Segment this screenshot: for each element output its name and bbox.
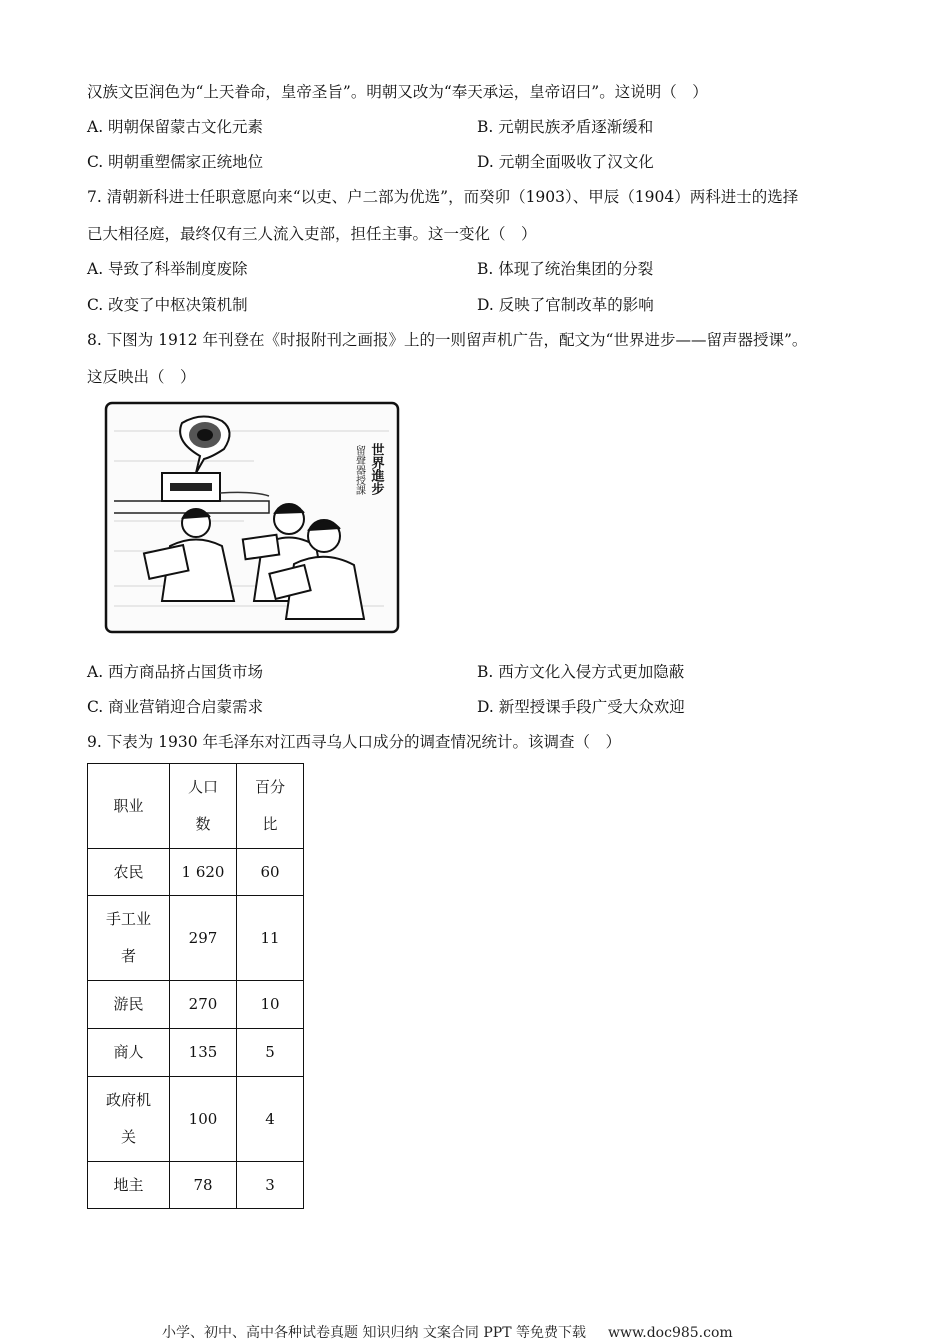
population-table	[87, 763, 304, 1209]
cell-pct: 5	[237, 1029, 304, 1077]
header-percent: 百分 比	[237, 764, 304, 849]
cell-pct: 4	[237, 1077, 304, 1162]
table-row	[88, 849, 304, 896]
q7-option-c: C. 改变了中枢决策机制	[87, 296, 248, 314]
header-occupation: 职业	[88, 764, 170, 849]
q6-option-d: D. 元朝全面吸收了汉文化	[477, 153, 654, 171]
table-row	[88, 1162, 304, 1209]
q8-option-d: D. 新型授课手段广受大众欢迎	[477, 698, 685, 716]
q7-stem-line1: 7. 清朝新科进士任职意愿向来“以吏、户二部为优选”，而癸卯（1903）、甲辰（1904）两科进士的选择	[87, 188, 799, 206]
q6-stem-tail: 汉族文臣润色为“上天眷命，皇帝圣旨”。明朝又改为“奉天承运，皇帝诏曰”。这说明（ ）	[87, 83, 708, 101]
table-row	[88, 1077, 304, 1162]
cell-job: 政府机 关	[88, 1077, 170, 1162]
q6-option-b: B. 元朝民族矛盾逐渐缓和	[477, 118, 654, 136]
q7-option-d: D. 反映了官制改革的影响	[477, 296, 654, 314]
cell-pop: 78	[170, 1162, 237, 1209]
cell-pct: 11	[237, 896, 304, 981]
q8-option-c: C. 商业营销迎合启蒙需求	[87, 698, 264, 716]
q7-option-a: A. 导致了科举制度废除	[87, 260, 248, 278]
q8-stem-line1: 8. 下图为 1912 年刊登在《时报附刊之画报》上的一则留声机广告，配文为“世界进步——留声器授课”。	[87, 331, 808, 349]
header-population: 人口 数	[170, 764, 237, 849]
table-row	[88, 1029, 304, 1077]
footer-site-link[interactable]: www.doc985.com	[607, 1325, 733, 1341]
table-row	[88, 981, 304, 1029]
gramophone-ad-illustration	[104, 401, 400, 634]
cell-job: 地主	[88, 1162, 170, 1209]
table-row	[88, 896, 304, 981]
table-header-row	[88, 764, 304, 849]
q7-stem-line2: 已大相径庭，最终仅有三人流入吏部，担任主事。这一变化（ ）	[87, 225, 537, 243]
q6-option-a: A. 明朝保留蒙古文化元素	[87, 118, 264, 136]
cell-pop: 1 620	[170, 849, 237, 896]
cell-pop: 270	[170, 981, 237, 1029]
cell-pct: 3	[237, 1162, 304, 1209]
q8-stem-line2: 这反映出（ ）	[87, 368, 196, 386]
cell-pop: 100	[170, 1077, 237, 1162]
q7-option-b: B. 体现了统治集团的分裂	[477, 260, 654, 278]
cell-pop: 297	[170, 896, 237, 981]
q8-option-a: A. 西方商品挤占国货市场	[87, 663, 264, 681]
cell-pop: 135	[170, 1029, 237, 1077]
cell-job: 农民	[88, 849, 170, 896]
cell-pct: 10	[237, 981, 304, 1029]
cell-job: 商人	[88, 1029, 170, 1077]
ad-caption-sub: 留聲器授課	[353, 445, 365, 495]
footer-text: 小学、初中、高中各种试卷真题 知识归纳 文案合同 PPT 等免费下载	[162, 1325, 586, 1341]
ad-caption-main: 世界進步	[368, 443, 384, 495]
q8-option-b: B. 西方文化入侵方式更加隐蔽	[477, 663, 685, 681]
q6-option-c: C. 明朝重塑儒家正统地位	[87, 153, 264, 171]
cell-pct: 60	[237, 849, 304, 896]
cell-job: 手工业 者	[88, 896, 170, 981]
page-footer	[162, 1322, 733, 1342]
cell-job: 游民	[88, 981, 170, 1029]
q9-stem: 9. 下表为 1930 年毛泽东对江西寻乌人口成分的调查情况统计。该调查（ ）	[87, 733, 622, 751]
